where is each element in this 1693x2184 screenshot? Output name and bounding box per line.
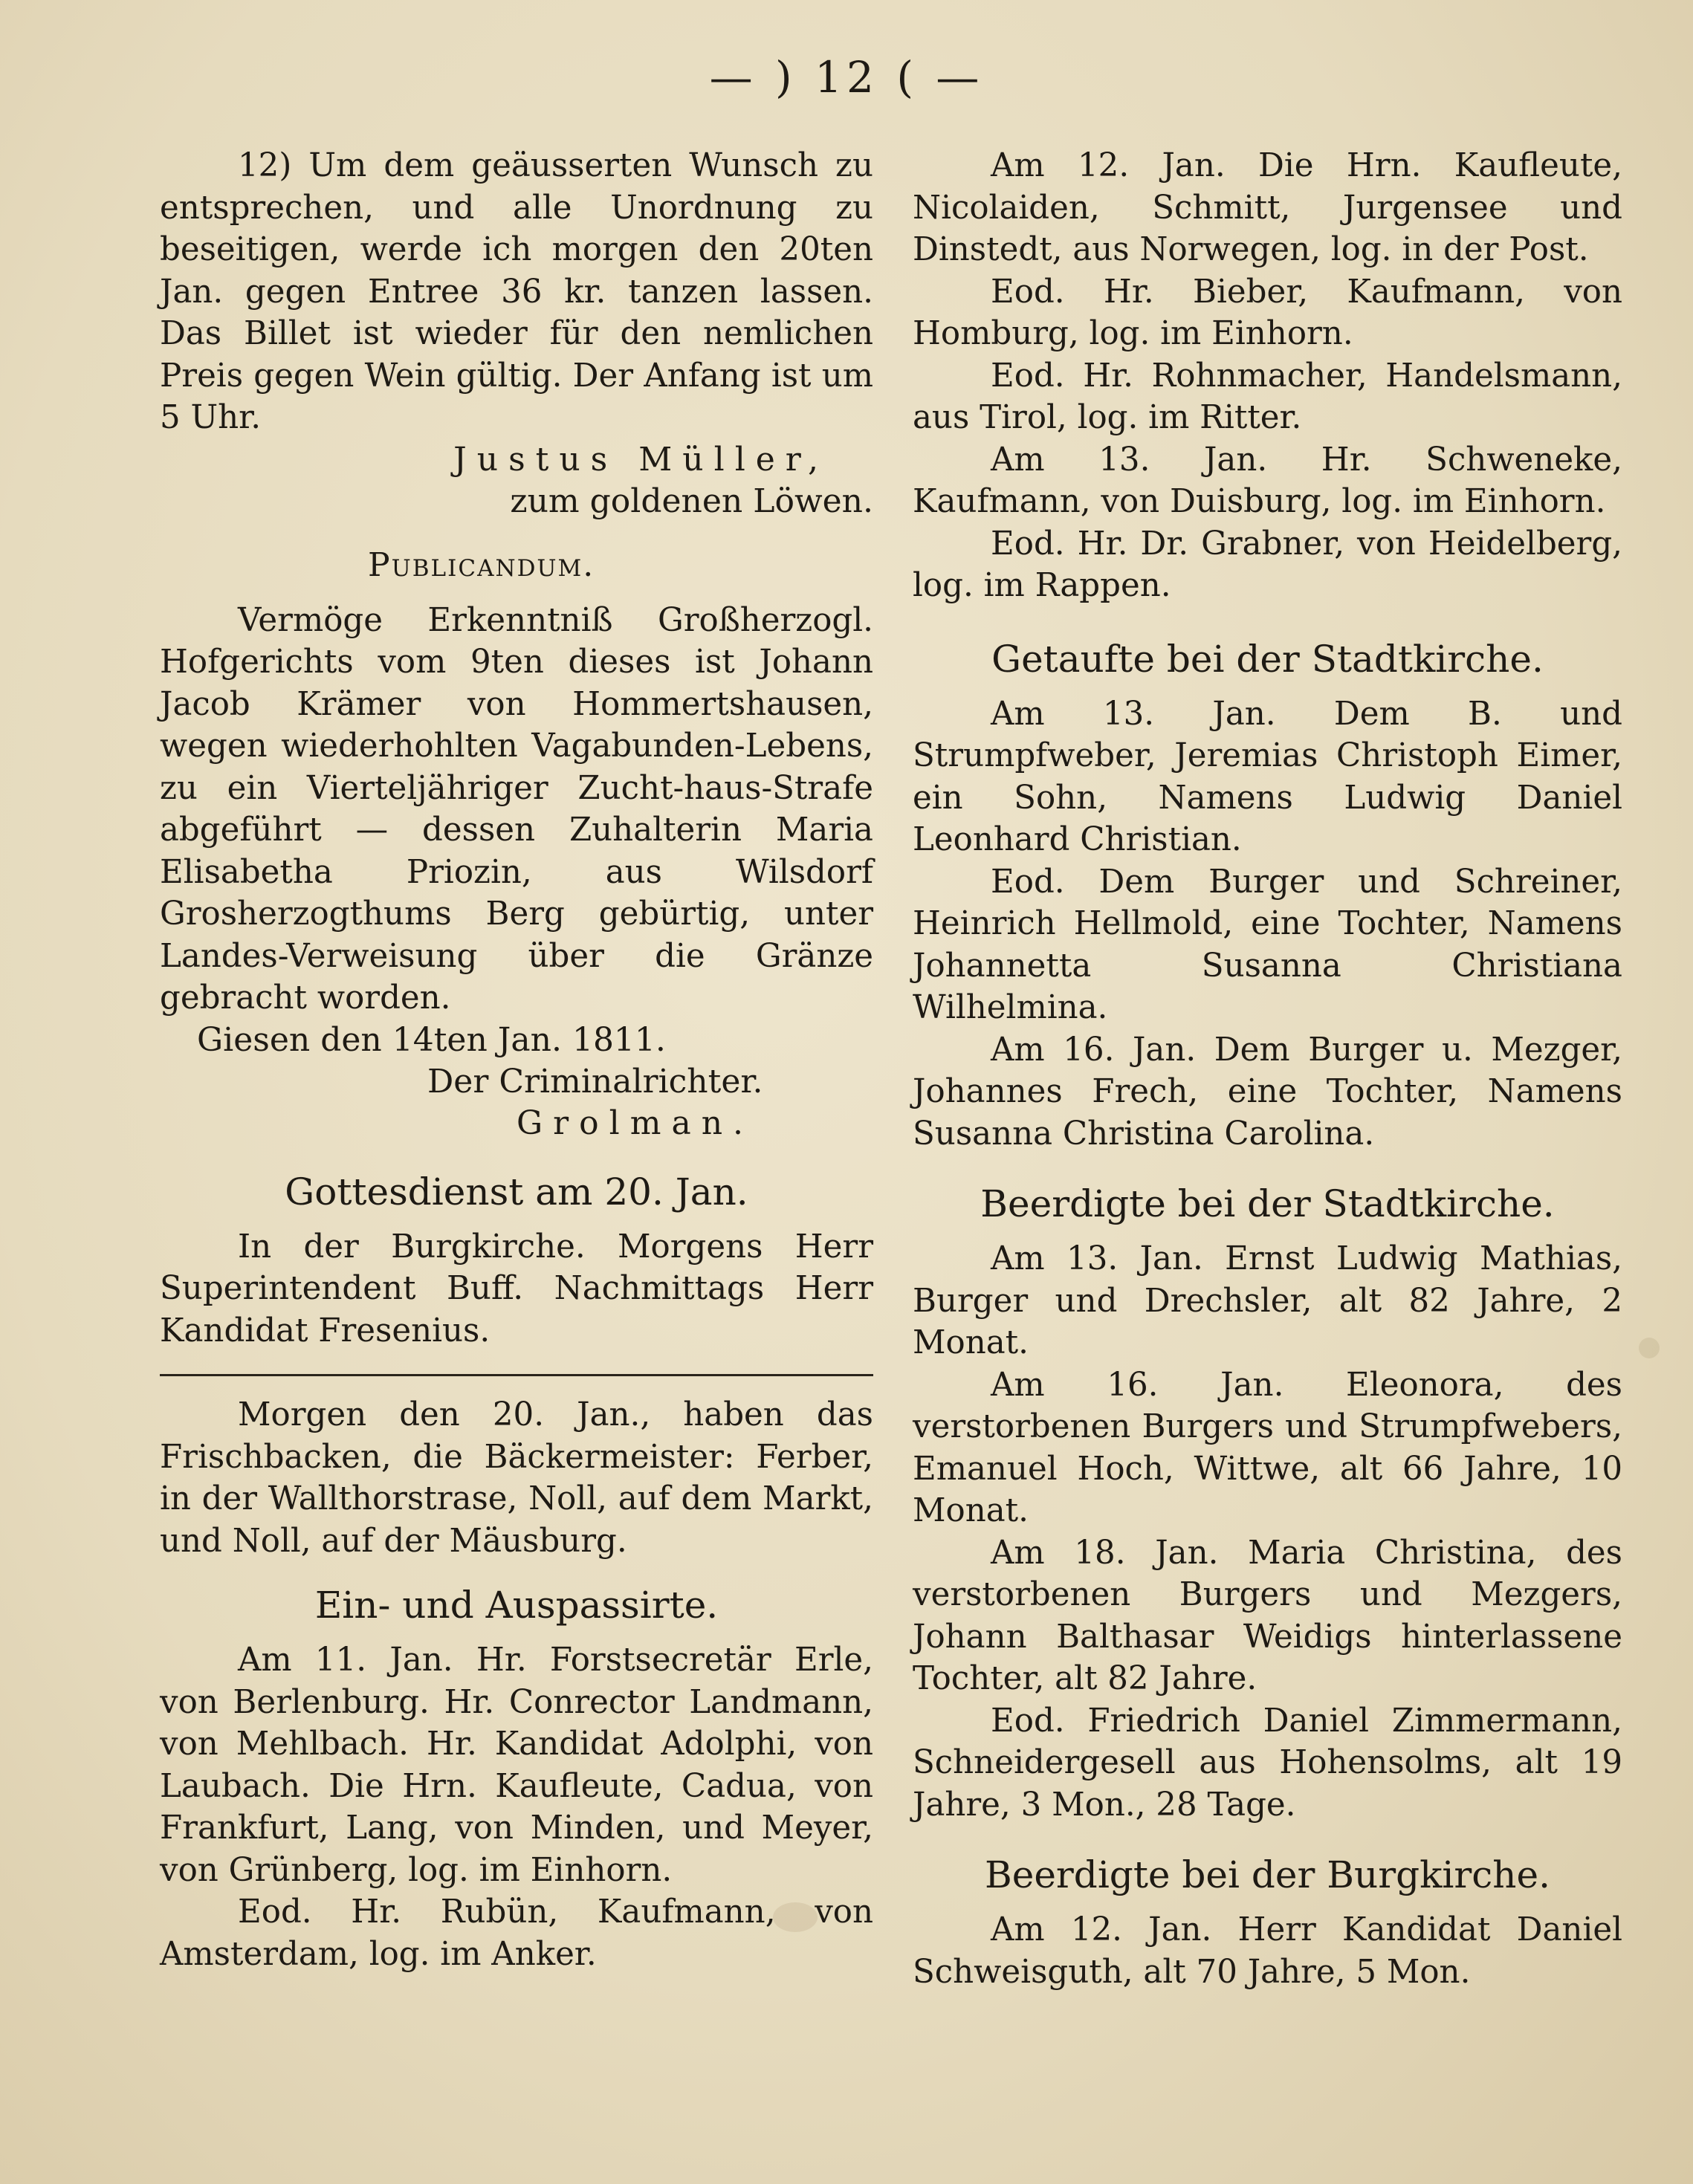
section-heading: Getaufte bei der Stadtkirche. [991, 637, 1544, 681]
beerdigte-stadtkirche-section [913, 1182, 1622, 1826]
notice-paragraph: Am 11. Jan. Hr. Forstsecretär Erle, von Berlenburg. Hr. Conrector Landmann, von Mehlbach. Hr. Kandidat Adolphi, von Laubach. Die Hrn. Kaufleute, Cadua, von Frankfurt, Lang, von Minden, und Meyer, von Grünberg, log. im Einhorn. [160, 1642, 873, 1889]
signature-place: zum goldenen Löwen. [510, 482, 873, 520]
notice-paragraph: Vermöge Erkenntniß Großherzogl. Hofgerichts vom 9ten dieses ist Johann Jacob Krämer von Hommertshausen, wegen wiederhohlten Vagabunden-Lebens, zu ein Vierteljähriger Zucht-haus-Strafe abgeführt — dessen Zuhalterin Maria Elisabetha Priozin, aus Wilsdorf Grosherzogthums Berg gebürtig, unter Landes-Verweisung über die Gränze gebracht worden. [160, 601, 873, 1017]
notice-paragraph: Am 16. Jan. Eleonora, des verstorbenen Burgers und Strumpfwebers, Emanuel Hoch, Wittwe, alt 66 Jahre, 10 Monat. [913, 1366, 1622, 1529]
notice-paragraph: Eod. Friedrich Daniel Zimmermann, Schneidergesell aus Hohensolms, alt 19 Jahre, 3 Mon., 28 Tage. [913, 1702, 1622, 1824]
notice-paragraph: Eod. Hr. Rohnmacher, Handelsmann, aus Tirol, log. im Ritter. [913, 357, 1622, 436]
notice-paragraph: Am 13. Jan. Hr. Schweneke, Kaufmann, von Duisburg, log. im Einhorn. [913, 441, 1622, 520]
getaufte-section [913, 637, 1622, 1156]
notice-paragraph: Morgen den 20. Jan., haben das Frischbacken, die Bäckermeister: Ferber, in der Wallthorstrase, Noll, auf dem Markt, und Noll, auf der Mäusburg. [160, 1396, 873, 1560]
notice-paragraph: In der Burgkirche. Morgens Herr Superintendent Buff. Nachmittags Herr Kandidat Fresenius. [160, 1228, 873, 1349]
date-line: Giesen den 14ten Jan. 1811. [197, 1020, 666, 1059]
notice-paragraph: 12) Um dem geäusserten Wunsch zu entsprechen, und alle Unordnung zu beseitigen, werde ich morgen den 20ten Jan. gegen Entree 36 kr. tanzen lassen. Das Billet ist wieder für den nemlichen Preis gegen Wein gültig. Der Anfang ist um 5 Uhr. [160, 147, 873, 436]
notice-paragraph: Am 12. Jan. Die Hrn. Kaufleute, Nicolaiden, Schmitt, Jurgensee und Dinstedt, aus Norwegen, log. in der Post. [913, 147, 1622, 268]
notice-paragraph: Eod. Hr. Dr. Grabner, von Heidelberg, log. im Rappen. [913, 525, 1622, 604]
page-number: — ) 12 ( — [709, 52, 984, 103]
beerdigte-burgkirche-section [913, 1853, 1622, 1993]
notice-item-12 [160, 145, 873, 522]
official-title: Der Criminalrichter. [427, 1062, 763, 1101]
section-heading: Publicandum. [368, 545, 595, 584]
official-name: Grolman. [517, 1104, 754, 1142]
paper-stain [1639, 1338, 1660, 1358]
divider [160, 1374, 873, 1376]
notice-paragraph: Am 13. Jan. Ernst Ludwig Mathias, Burger und Drechsler, alt 82 Jahre, 2 Monat. [913, 1240, 1622, 1361]
publicandum-section [160, 543, 873, 1144]
section-heading: Beerdigte bei der Burgkirche. [984, 1853, 1550, 1896]
notice-paragraph: Am 13. Jan. Dem B. und Strumpfweber, Jeremias Christoph Eimer, ein Sohn, Namens Ludwig Daniel Leonhard Christian. [913, 695, 1622, 858]
passirte-section [160, 1583, 873, 1975]
section-heading: Gottesdienst am 20. Jan. [285, 1170, 748, 1213]
passirte-continued [913, 145, 1622, 607]
notice-paragraph: Am 18. Jan. Maria Christina, des verstorbenen Burgers und Mezgers, Johann Balthasar Weidigs hinterlassene Tochter, alt 82 Jahre. [913, 1534, 1622, 1697]
notice-paragraph: Am 12. Jan. Herr Kandidat Daniel Schweisguth, alt 70 Jahre, 5 Mon. [913, 1911, 1622, 1991]
notice-paragraph: Am 16. Jan. Dem Burger u. Mezger, Johannes Frech, eine Tochter, Namens Susanna Christina Carolina. [913, 1031, 1622, 1153]
frischbacken-section [160, 1394, 873, 1562]
signature-name: Justus Müller, [453, 440, 829, 479]
notice-paragraph: Eod. Hr. Rubün, Kaufmann, von Amsterdam, log. im Anker. [160, 1893, 873, 1973]
notice-paragraph: Eod. Dem Burger und Schreiner, Heinrich Hellmold, eine Tochter, Namens Johannetta Susanna Christiana Wilhelmina. [913, 863, 1622, 1026]
section-heading: Beerdigte bei der Stadtkirche. [980, 1182, 1555, 1225]
right-column [913, 145, 1622, 1993]
notice-paragraph: Eod. Hr. Bieber, Kaufmann, von Homburg, log. im Einhorn. [913, 273, 1622, 352]
left-column [160, 145, 873, 1975]
gottesdienst-section [160, 1170, 873, 1352]
section-heading: Ein- und Auspassirte. [314, 1584, 719, 1627]
